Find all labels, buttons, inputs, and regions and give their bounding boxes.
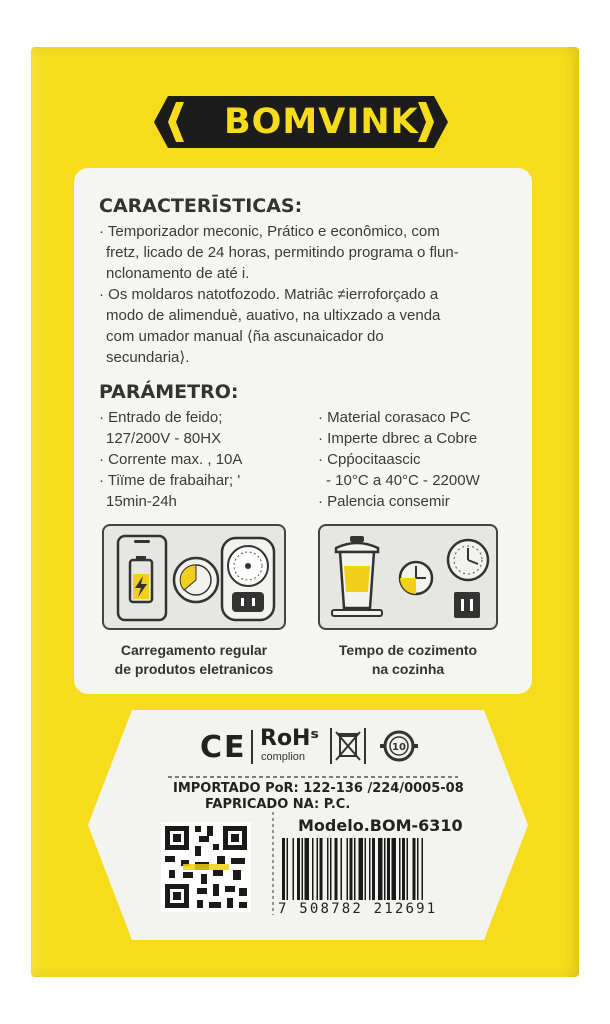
clock-large-icon [448,540,488,580]
parametro-right-line: · Palencia consemir [318,493,450,510]
barcode-number: 7 508782 212691 [278,901,438,917]
charging-usage-illustration [102,524,286,630]
caption-charging-line1: Carregamento regular [120,642,268,658]
ce-mark: CE [200,730,247,765]
cooking-usage-illustration [318,524,498,630]
caption-charging-line2: de produtos eletranicos [114,661,274,677]
parametro-right-line: · Cpṕocitaascic [318,451,421,468]
parametro-left-line: 15min-24h [106,493,177,510]
separator-icon [251,730,255,764]
parametro-right-line: · Imperte dbrec a Cobre [318,430,478,447]
caracteristicas-line: secundaria⟩. [106,349,190,366]
product-label [88,710,528,940]
barcode-icon [280,838,514,900]
svg-text:10: 10 [392,742,406,753]
timer-device-icon [222,538,274,620]
caption-cooking-line2: na cozinha [371,661,445,677]
rohs-subtext: complion [261,751,306,763]
rohs-mark: RoHˢ [260,726,319,751]
brand-name: BOMVINK [224,102,419,142]
phone-battery-icon [118,536,166,620]
brand-logo [154,96,448,148]
qr-code-icon [161,822,251,912]
parametro-right-line: · Material corasaco PC [318,409,471,426]
parametro-left-line: · Tiїme de frabaihar; ' [99,472,241,489]
parametro-left-line: 127/200V - 80HX [106,430,222,447]
parametro-title: PARÁMETRO: [99,381,239,403]
caracteristicas-line: · Os moldaros natotfozodo. Matriâc ≠ierroforçado a [99,286,439,303]
caracteristicas-line: · Temporizador meconic, Prático e econômico, com [99,223,440,240]
caracteristicas-line: com umador manual ⟨ña ascunaicador do [106,328,384,345]
parametro-left-line: · Corrente max. , 10A [99,451,243,468]
caracteristicas-title: CARACTERĪSTICAS: [99,195,303,217]
caracteristicas-line: fretz, licado de 24 horas, permitindo programa o flun- [106,244,459,261]
importer-info: IMPORTADO PoR: 122-136 /224/0005-08 [173,781,464,796]
parametro-right-line: - 10°C a 40°C - 2200W [326,472,480,489]
cooking-pot-icon [332,536,382,616]
caracteristicas-line: nclonamento de até i. [106,265,250,282]
power-outlet-icon [454,592,480,618]
manufactured-in: FAPRICADO NA: P.C. [205,797,351,812]
parametro-left-line: · Entrado de feido; [99,409,223,426]
weee-bin-icon [330,728,366,766]
caracteristicas-line: modo de alimenduè, auativo, na ultixzado a venda [106,307,441,324]
caption-cooking-line1: Tempo de cozimento [338,642,478,658]
timer-dial-icon [174,558,218,602]
recycling-mark-icon [380,728,418,764]
clock-small-icon [400,562,432,594]
model-number: Modelo.BOM-6310 [298,816,463,835]
